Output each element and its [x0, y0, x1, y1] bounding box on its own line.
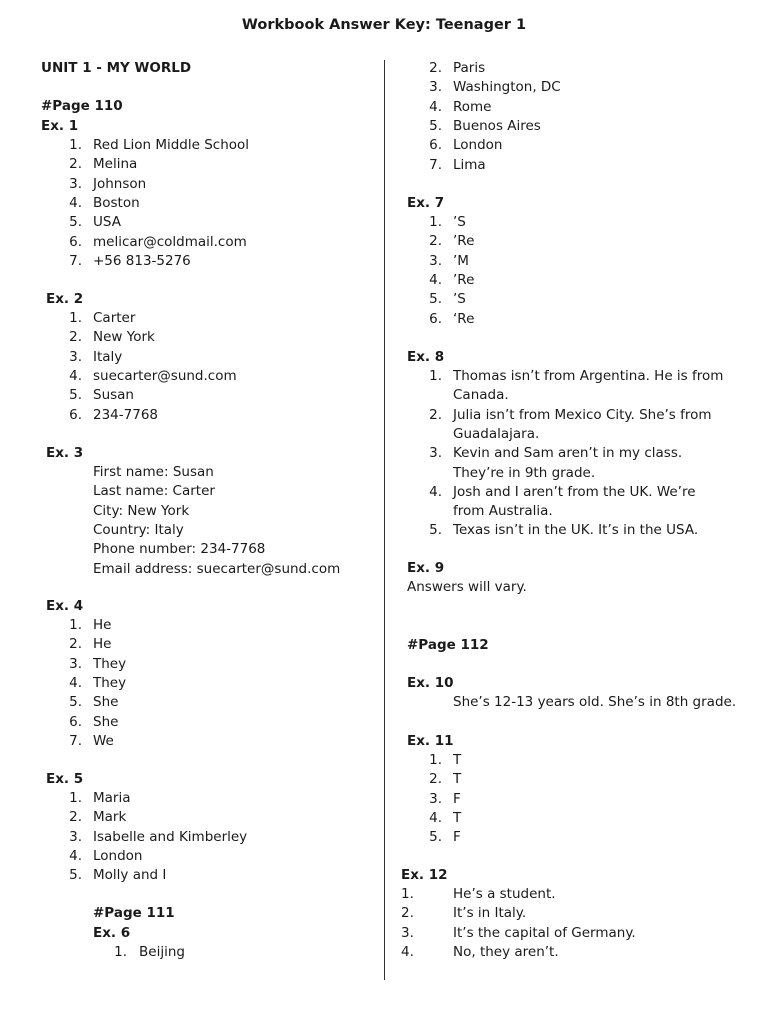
item-number: 5. — [69, 694, 82, 711]
exercise-label: Ex. 5 — [46, 771, 84, 787]
page-heading: #Page 112 — [407, 637, 489, 653]
answer-item: ’S — [453, 291, 466, 308]
item-number: 4. — [429, 98, 442, 115]
answer-item: Susan — [93, 387, 134, 404]
item-number: 1. — [69, 790, 82, 806]
item-number: 4. — [69, 367, 82, 384]
answer-line: Phone number: 234-7768 — [93, 541, 266, 558]
item-number: 5. — [429, 117, 442, 134]
answer-item: They — [93, 674, 127, 691]
answer-line: Thomas isn’t from Argentina. He is from — [453, 368, 724, 384]
answer-item: Maria — [93, 790, 131, 806]
item-number: 3. — [69, 348, 82, 365]
answer-item: Buenos Aires — [453, 117, 541, 134]
exercise-label: Ex. 3 — [46, 445, 84, 461]
answer-line: She’s 12-13 years old. She’s in 8th grade. — [453, 694, 737, 710]
document-title: Workbook Answer Key: Teenager 1 — [241, 17, 527, 33]
exercise-label: Ex. 6 — [93, 925, 131, 941]
answer-item: Johnson — [93, 175, 147, 192]
answer-item: Boston — [93, 194, 140, 211]
item-number: 1. — [114, 944, 127, 960]
item-number: 2. — [69, 329, 82, 346]
item-number: 1. — [429, 752, 442, 768]
answer-item: melicar@coldmail.com — [93, 233, 247, 250]
exercise-label: Ex. 12 — [401, 867, 448, 883]
answer-item: USA — [93, 214, 121, 231]
item-number: 2. — [401, 905, 414, 922]
exercise-label: Ex. 8 — [407, 349, 445, 365]
item-number: 3. — [401, 924, 414, 941]
item-number: 4. — [69, 847, 82, 864]
item-number: 1. — [429, 368, 442, 384]
item-number: 1. — [429, 214, 442, 230]
answer-line: Guadalajara. — [453, 425, 540, 442]
answer-item: Beijing — [139, 944, 185, 960]
exercise-label: Ex. 11 — [407, 733, 454, 749]
item-number: 7. — [69, 252, 82, 269]
answer-item: T — [453, 809, 462, 826]
item-number: 1. — [69, 617, 82, 633]
item-number: 6. — [429, 310, 442, 327]
item-number: 3. — [429, 790, 442, 807]
answer-line: Julia isn’t from Mexico City. She’s from — [453, 406, 712, 423]
answer-line: Last name: Carter — [93, 483, 215, 500]
page-heading: #Page 111 — [93, 905, 175, 921]
exercise-label: Ex. 10 — [407, 675, 454, 691]
answer-item: No, they aren’t. — [453, 943, 559, 960]
answer-item: New York — [93, 329, 155, 346]
item-number: 2. — [429, 233, 442, 250]
answer-item: Isabelle and Kimberley — [93, 828, 248, 845]
answer-item: We — [93, 732, 114, 749]
item-number: 2. — [429, 406, 442, 423]
item-number: 6. — [69, 406, 82, 423]
exercise-label: Ex. 1 — [41, 118, 79, 134]
answer-item: Lima — [453, 156, 486, 173]
item-number: 4. — [429, 271, 442, 288]
page-heading: #Page 110 — [41, 98, 123, 114]
item-number: 4. — [69, 674, 82, 691]
item-number: 1. — [69, 137, 82, 153]
answer-line: Canada. — [453, 387, 509, 404]
item-number: 1. — [69, 310, 82, 326]
answer-item: Red Lion Middle School — [93, 137, 250, 153]
item-number: 6. — [69, 233, 82, 250]
answer-line: Country: Italy — [93, 521, 184, 538]
item-number: 3. — [69, 655, 82, 672]
exercise-label: Ex. 2 — [46, 291, 84, 307]
answer-item: ’Re — [453, 271, 475, 288]
answer-item: Italy — [93, 348, 123, 365]
item-number: 2. — [69, 636, 82, 653]
item-number: 7. — [69, 732, 82, 749]
item-number: 6. — [69, 713, 82, 730]
answer-line: Email address: suecarter@sund.com — [93, 560, 341, 577]
item-number: 5. — [429, 829, 442, 846]
item-number: 3. — [429, 445, 442, 462]
item-number: 4. — [69, 194, 82, 211]
answer-item: F — [453, 790, 461, 807]
item-number: 4. — [429, 809, 442, 826]
unit-heading: UNIT 1 - MY WORLD — [41, 60, 192, 76]
item-number: 2. — [429, 60, 442, 76]
answer-item: 234-7768 — [93, 406, 158, 423]
answer-item: She — [93, 713, 119, 730]
answer-line: from Australia. — [453, 503, 553, 520]
item-number: 2. — [69, 809, 82, 826]
answer-item: ’Re — [453, 233, 475, 250]
item-number: 2. — [69, 156, 82, 173]
answer-item: ‘Re — [453, 310, 475, 327]
answer-line: First name: Susan — [93, 464, 214, 480]
answer-line: Josh and I aren’t from the UK. We’re — [453, 483, 696, 500]
item-number: 3. — [429, 252, 442, 269]
item-number: 5. — [69, 867, 82, 884]
answer-item: Molly and I — [93, 867, 167, 884]
exercise-label: Ex. 9 — [407, 560, 445, 576]
answer-item: ’M — [453, 252, 469, 269]
answer-item: ’S — [453, 214, 466, 230]
exercise-label: Ex. 7 — [407, 195, 445, 211]
item-number: 5. — [429, 291, 442, 308]
item-number: 2. — [429, 771, 442, 788]
answer-item: T — [453, 752, 462, 768]
item-number: 5. — [69, 214, 82, 231]
item-number: 3. — [69, 828, 82, 845]
answer-item: Melina — [93, 156, 138, 173]
item-number: 4. — [429, 483, 442, 500]
answer-line: Answers will vary. — [407, 579, 527, 595]
answer-item: It’s in Italy. — [453, 905, 527, 922]
item-number: 1. — [401, 886, 414, 902]
item-number: 3. — [429, 79, 442, 96]
item-number: 7. — [429, 156, 442, 173]
answer-item: He — [93, 617, 112, 633]
answer-item: Mark — [93, 809, 127, 826]
answer-item: Washington, DC — [453, 79, 561, 96]
answer-line: Texas isn’t in the UK. It’s in the USA. — [453, 522, 699, 539]
answer-item: London — [453, 137, 503, 154]
answer-item: London — [93, 847, 143, 864]
column-divider — [384, 60, 385, 980]
answer-item: suecarter@sund.com — [93, 367, 237, 384]
answer-item: He’s a student. — [453, 886, 556, 902]
answer-line: City: New York — [93, 502, 190, 519]
item-number: 5. — [69, 387, 82, 404]
answer-item: He — [93, 636, 112, 653]
answer-item: T — [453, 771, 462, 788]
answer-item: Rome — [453, 98, 492, 115]
answer-line: Kevin and Sam aren’t in my class. — [453, 445, 683, 462]
answer-item: +56 813-5276 — [93, 252, 191, 269]
item-number: 5. — [429, 522, 442, 539]
item-number: 6. — [429, 137, 442, 154]
item-number: 4. — [401, 943, 414, 960]
answer-line: They’re in 9th grade. — [453, 464, 596, 481]
answer-item: It’s the capital of Germany. — [453, 924, 636, 941]
answer-item: Paris — [453, 60, 486, 76]
item-number: 3. — [69, 175, 82, 192]
answer-item: Carter — [93, 310, 136, 326]
answer-item: F — [453, 829, 461, 846]
exercise-label: Ex. 4 — [46, 598, 84, 614]
answer-item: They — [93, 655, 127, 672]
answer-item: She — [93, 694, 119, 711]
